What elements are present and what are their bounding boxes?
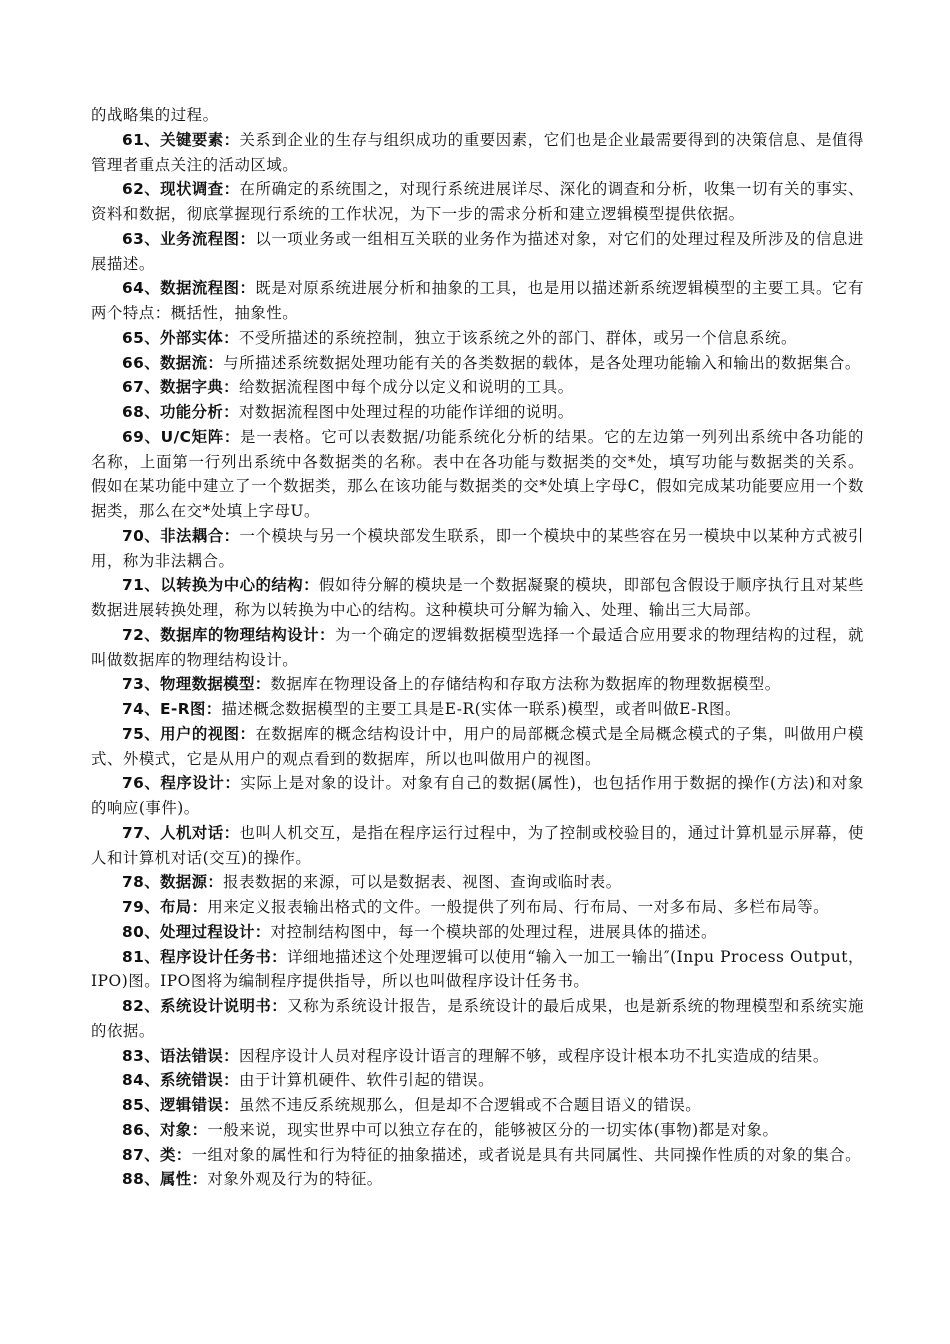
glossary-definition: 报表数据的来源，可以是数据表、视图、查询或临时表。 [223,873,622,892]
glossary-entry [91,1167,864,1192]
glossary-definition: 以一项业务或一组相互关联的业务作为描述对象，对它们的处理过程及所涉及的信息进展描述。 [91,229,864,273]
glossary-term: 63、业务流程图： [122,229,256,248]
glossary-definition: 假如待分解的模块是一个数据凝聚的模块，即部包含假设于顺序执行且对某些数据进展转换处理，称为以转换为中心的结构。这种模块可分解为输入、处理、输出三大局部。 [91,576,864,619]
glossary-term: 65、外部实体： [122,328,239,347]
glossary-term: 88、属性： [122,1170,208,1189]
glossary-term: 81、程序设计任务书： [122,947,288,966]
glossary-definition: 给数据流程图中每个成分以定义和说明的工具。 [238,378,574,397]
glossary-definition: 详细地描述这个处理逻辑可以使用“输入一加工一输出″(Inpu Process Output，IPO)图。IPO图将为编制程序提供指导，所以也叫做程序设计任务书。 [91,947,864,991]
glossary-entry [91,870,864,895]
glossary-entry [91,375,864,400]
glossary-definition: 数据库在物理设备上的存储结构和存取方法称为数据库的物理数据模型。 [270,675,781,694]
glossary-definition: 实际上是对象的设计。对象有自己的数据(属性)，也包括作用于数据的操作(方法)和对象的响应(事件)。 [91,774,864,817]
glossary-definition: 既是对原系统进展分析和抽象的工具，也是用以描述新系统逻辑模型的主要工具。它有两个特点：概括性，抽象性。 [91,279,864,322]
glossary-term: 79、布局： [122,898,208,916]
glossary-term: 78、数据源： [122,873,224,892]
glossary-term: 66、数据流： [122,353,224,372]
glossary-term: 87、类： [122,1145,192,1164]
glossary-entry [91,1143,864,1168]
glossary-term: 74、E-R图： [122,700,222,718]
glossary-term: 75、用户的视图： [122,724,256,743]
glossary-entry [91,895,864,920]
glossary-entry [91,722,864,772]
glossary-definition: 因程序设计人员对程序设计语言的理解不够，或程序设计根本功不扎实造成的结果。 [238,1046,829,1065]
glossary-term: 70、非法耦合： [122,526,240,545]
glossary-definition: 为一个确定的逻辑数据模型选择一个最适合应用要求的物理结构的过程，就叫做数据库的物理结构设计。 [91,625,864,669]
glossary-entry [91,351,864,376]
glossary-term: 80、处理过程设计： [122,922,271,941]
glossary-entry [91,326,864,351]
glossary-definition: 对控制结构图中，每一个模块部的处理过程，进展具体的描述。 [270,922,717,941]
glossary-definition: 关系到企业的生存与组织成功的重要因素，它们也是企业最需要得到的决策信息、是值得管理者重点关注的活动区域。 [91,130,864,174]
glossary-term: 71、以转换为中心的结构： [122,576,320,595]
glossary-term: 84、系统错误： [122,1071,239,1090]
glossary-entry [91,227,864,277]
glossary-entry [91,623,864,673]
glossary-term: 64、数据流程图： [122,279,256,298]
glossary-entry [91,821,864,871]
glossary-definition: 与所描述系统数据处理功能有关的各类数据的载体，是各处理功能输入和输出的数据集合。 [223,353,861,372]
glossary-definition: 对数据流程图中处理过程的功能作详细的说明。 [238,403,574,421]
glossary-term: 67、数据字典： [122,378,239,397]
glossary-definition: 在所确定的系统围之，对现行系统进展详尽、深化的调查和分析，收集一切有关的事实、资料和数据，彻底掌握现行系统的工作状况，为下一步的需求分析和建立逻辑模型提供依据。 [91,180,864,223]
glossary-term: 85、逻辑错误： [122,1096,239,1114]
glossary-definition: 用来定义报表输出格式的文件。一般提供了列布局、行布局、一对多布局、多栏布局等。 [207,898,830,916]
glossary-definition: 不受所描述的系统控制，独立于该系统之外的部门、群体，或另一个信息系统。 [238,328,797,347]
glossary-definition: 虽然不违反系统规那么，但是却不合逻辑或不合题目语义的错误。 [238,1096,702,1114]
glossary-term: 86、对象： [122,1120,208,1139]
glossary-term: 69、U/C矩阵： [122,427,240,446]
glossary-entry [91,1093,864,1118]
glossary-entry [91,573,864,623]
glossary-entry [91,1118,864,1143]
glossary-definition: 是一表格。它可以表数据/功能系统化分析的结果。它的左边第一列列出系统中各功能的名称，上面第一行列出系统中各数据类的名称。表中在各功能与数据类的交*处，填写功能与数据类的关系。假如在某功能中建立了一个数据类，那么在该功能与数据类的交*处填上字母C，假如完成某功能要应用一个数据类，那么在交*处填上字母U。 [91,427,864,520]
glossary-entry [91,920,864,945]
glossary-list [91,128,864,1192]
glossary-entry [91,524,864,574]
glossary-entry [91,945,864,995]
glossary-term: 68、功能分析： [122,403,239,421]
glossary-entry [91,1068,864,1093]
glossary-term: 61、关键要素： [122,130,240,149]
glossary-term: 62、现状调查： [122,180,240,199]
glossary-definition: 由于计算机硬件、软件引起的错误。 [238,1071,495,1090]
glossary-definition: 又称为系统设计报告，是系统设计的最后成果，也是新系统的物理模型和系统实施的依据。 [91,997,864,1040]
glossary-term: 77、人机对话： [122,823,240,842]
glossary-entry [91,425,864,524]
glossary-entry [91,400,864,425]
glossary-definition: 描述概念数据模型的主要工具是E-R(实体一联系)模型，或者叫做E-R图。 [221,700,741,718]
glossary-entry [91,771,864,821]
glossary-entry [91,994,864,1044]
glossary-entry [91,276,864,326]
glossary-entry [91,1044,864,1069]
glossary-definition: 对象外观及行为的特征。 [207,1170,383,1189]
glossary-term: 73、物理数据模型： [122,675,271,694]
glossary-entry [91,697,864,722]
glossary-entry [91,177,864,227]
glossary-definition: 也叫人机交互，是指在程序运行过程中，为了控制或校验目的，通过计算机显示屏幕，使人和计算机对话(交互)的操作。 [91,823,864,867]
glossary-term: 83、语法错误： [122,1046,239,1065]
glossary-term: 76、程序设计： [122,774,241,793]
glossary-entry [91,672,864,697]
glossary-definition: 在数据库的概念结构设计中，用户的局部概念模式是全局概念模式的子集，叫做用户模式、外模式，它是从用户的观点看到的数据库，所以也叫做用户的视图。 [91,724,864,768]
glossary-definition: 一组对象的属性和行为特征的抽象描述，或者说是具有共同属性、共同操作性质的对象的集合。 [191,1145,862,1164]
lead-line: 的战略集的过程。 [91,106,219,124]
glossary-definition: 一般来说，现实世界中可以独立存在的，能够被区分的一切实体(事物)都是对象。 [207,1120,779,1139]
glossary-entry [91,128,864,178]
glossary-term: 82、系统设计说明书： [122,997,288,1015]
glossary-term: 72、数据库的物理结构设计： [122,625,335,644]
glossary-definition: 一个模块与另一个模块部发生联系，即一个模块中的某些容在另一模块中以某种方式被引用，称为非法耦合。 [91,526,864,570]
